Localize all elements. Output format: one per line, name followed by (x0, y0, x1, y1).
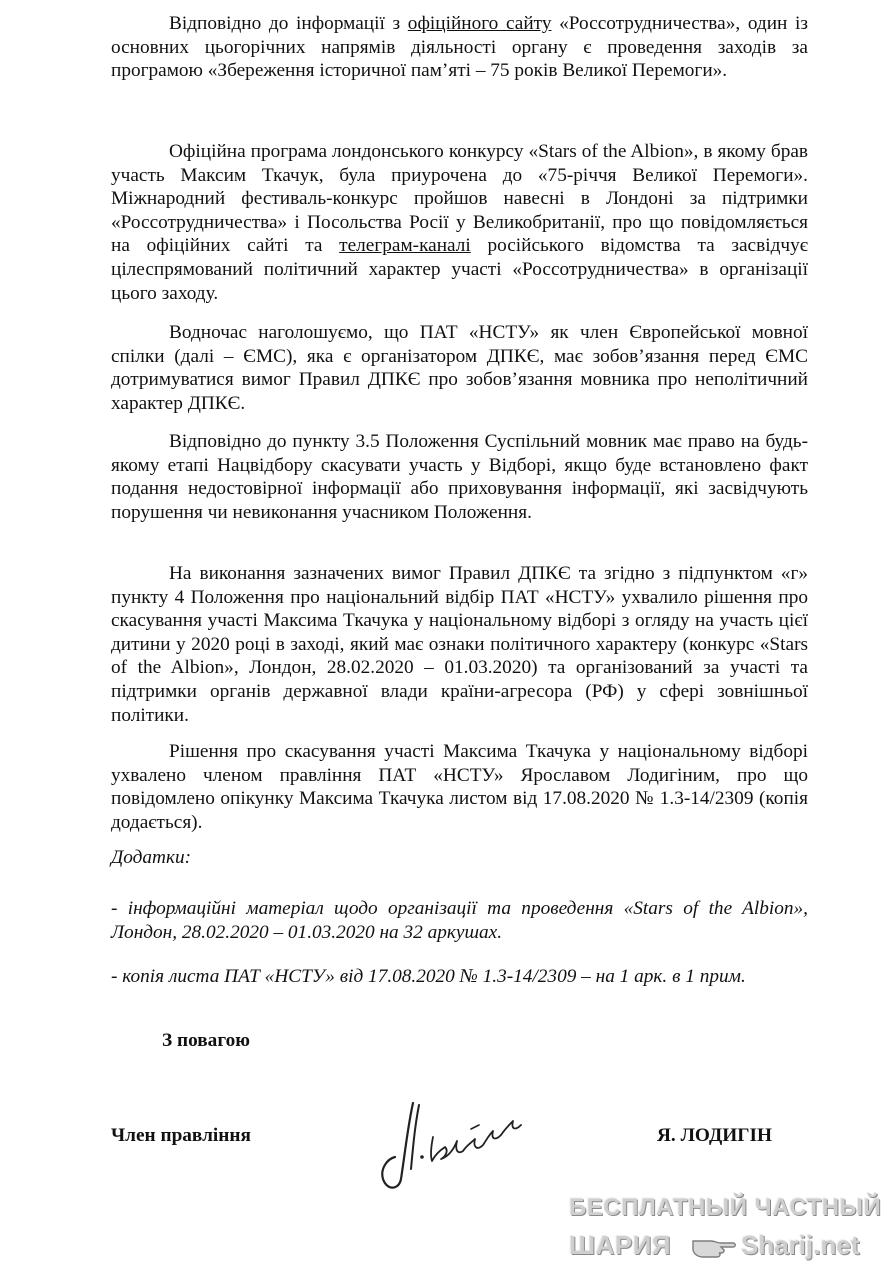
watermark (565, 1190, 882, 1272)
paragraph-2-text-a: Офіційна програма лондонського конкурсу «Stars of the Albion», в якому брав участь Максим Ткачук, була приурочена до «75-річчя Великої Перемоги». Міжнародний фестиваль-конкурс пройшов навесні в Лондоні за підтримки «Россотрудничества» і Посольства Росії у Великобританії, про що повідомляється на офіційних сайті та (111, 141, 808, 257)
paragraph-1 (111, 12, 808, 83)
signatory-name: Я. ЛОДИГІН (657, 1125, 772, 1146)
signatory-role: Член правління (111, 1125, 251, 1146)
attachment-item-1: - інформаційні матеріал щодо організації та проведення «Stars of the Albion», Лондон, 28.02.2020 – 01.03.2020 на 32 аркушах. (111, 898, 808, 943)
official-site-link-text: офіційного сайту (407, 13, 552, 34)
paragraph-4-text: Відповідно до пункту 3.5 Положення Суспільний мовник має право на будь-якому етапі Нацвідбору скасувати участь у Відборі, якщо буде встановлено факт подання недостовірної інформації або приховування інформації, які засвідчують порушення чи невиконання учасником Положення. (111, 431, 808, 523)
paragraph-6 (111, 740, 808, 834)
paragraph-6-text: Рішення про скасування участі Максима Ткачука у національному відборі ухвалено членом правління ПАТ «НСТУ» Ярославом Лодигіним, про що повідомлено опікунку Максима Ткачука листом від 17.08.2020 № 1.3-14/2309 (копія додається). (111, 741, 808, 833)
watermark-line-1: БЕСПЛАТНЫЙ ЧАСТНЫЙ (569, 1194, 882, 1221)
watermark-line-2: ШАРИЯ (569, 1230, 672, 1260)
paragraph-1-text-a: Відповідно до інформації з (169, 13, 408, 34)
paragraph-3-text: Водночас наголошуємо, що ПАТ «НСТУ» як член Європейської мовної спілки (далі – ЄМС), яка є організатором ДПКЄ, має зобов’язання перед ЄМС дотримуватися вимог Правил ДПКЄ про зобов’язання мовника про неполітичний характер ДПКЄ. (111, 322, 808, 414)
paragraph-2-text-c: російського відомства та засвідчує цілеспрямований політичний характер участі «Россотрудничества» в організації цього заходу. (111, 235, 809, 304)
paragraph-2 (111, 140, 808, 305)
paragraph-1-text-c: «Россотрудничества», один із основних цьогорічних напрямів діяльності органу є проведення заходів за програмою «Збереження історичної пам’яті – 75 років Великої Перемоги». (111, 13, 808, 82)
paragraph-4 (111, 430, 808, 524)
closing-phrase: З повагою (162, 1030, 250, 1051)
paragraph-3 (111, 321, 808, 415)
pointing-hand-icon (691, 1231, 737, 1261)
paragraph-5 (111, 562, 808, 727)
attachments-label: Додатки: (111, 847, 192, 868)
telegram-channel-link-text: телеграм-каналі (339, 235, 471, 257)
handwritten-signature-icon (375, 1095, 545, 1195)
watermark-site: Sharij.net (741, 1230, 860, 1260)
attachment-item-2: - копія листа ПАТ «НСТУ» від 17.08.2020 № 1.3-14/2309 – на 1 арк. в 1 прим. (111, 966, 746, 987)
paragraph-5-text: На виконання зазначених вимог Правил ДПКЄ та згідно з підпунктом «г» пункту 4 Положення про національний відбір ПАТ «НСТУ» ухвалило рішення про скасування участі Максима Ткачука у національному відборі з огляду на участь цієї дитини у 2020 році в заході, який має ознаки політичного характеру (конкурс «Stars of the Albion», Лондон, 28.02.2020 – 01.03.2020) та організований за участі та підтримки органів державної влади країни-агресора (РФ) у сфері зовнішньої політики. (111, 563, 808, 726)
